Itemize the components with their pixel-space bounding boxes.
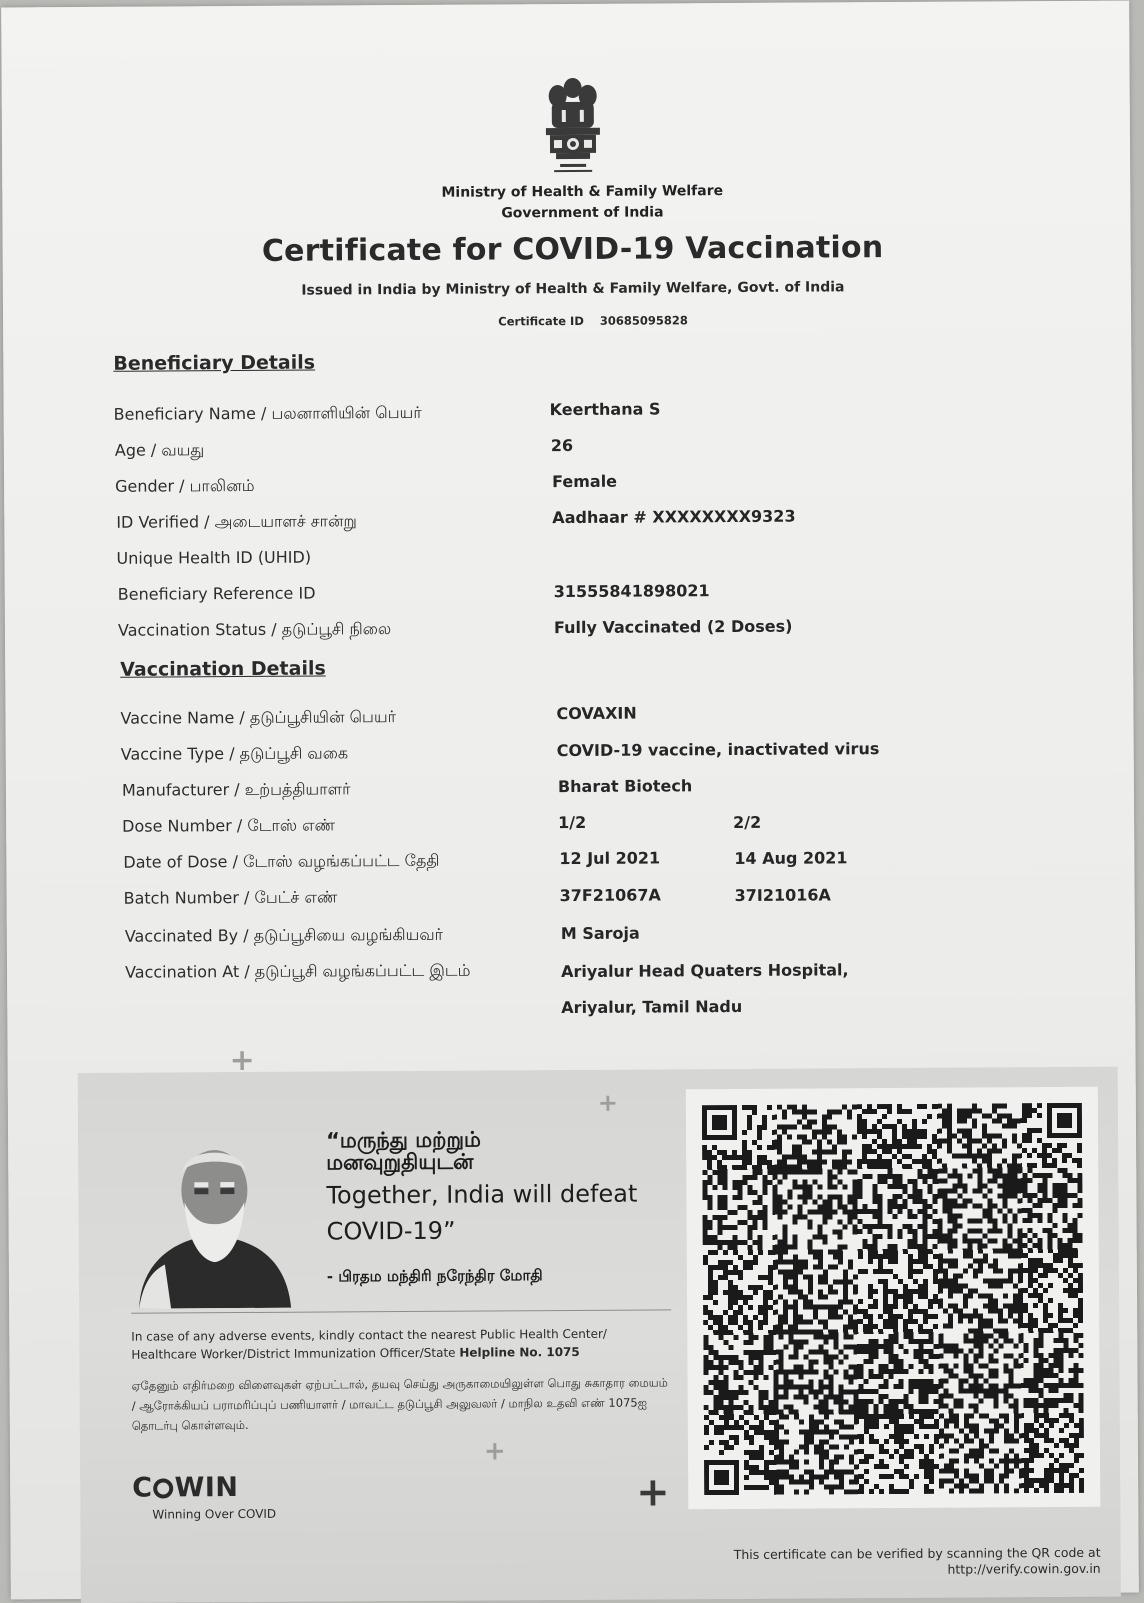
- certificate-sheet: [1, 1, 1139, 1600]
- certificate-title: Certificate for COVID-19 Vaccination: [261, 230, 884, 269]
- id-verified-label: ID Verified / அடையாளச் சான்று: [116, 511, 357, 532]
- beneficiary-name-label: Beneficiary Name / பலனாளியின் பெயர்: [113, 402, 422, 424]
- prime-minister-portrait: [130, 1132, 297, 1309]
- uhid-label: Unique Health ID (UHID): [116, 547, 312, 568]
- dose-number-1: 1/2: [558, 812, 587, 833]
- qr-finder-pattern: [714, 1470, 729, 1485]
- gender-value: Female: [551, 471, 618, 492]
- dose-number-2: 2/2: [733, 812, 762, 833]
- batch-number-label: Batch Number / பேட்ச் எண்: [123, 887, 338, 908]
- beneficiary-reference-label: Beneficiary Reference ID: [117, 583, 316, 604]
- qr-code-panel: [686, 1087, 1101, 1510]
- cowin-banner: [78, 1042, 1121, 1603]
- ministry-name: Ministry of Health & Family Welfare: [441, 183, 724, 201]
- age-value: 26: [550, 435, 574, 456]
- age-label: Age / வயது: [114, 440, 205, 460]
- vaccination-status-value: Fully Vaccinated (2 Doses): [553, 616, 793, 638]
- certificate-id-line: [453, 313, 733, 329]
- adverse-events-text: In case of any adverse events, kindly contact the nearest Public Health Center/ Healthcare Worker/District Immunization Officer/State: [131, 1326, 607, 1362]
- helpline-number: Helpline No. 1075: [459, 1344, 580, 1360]
- vaccinated-at-label: Vaccination At / தடுப்பூசி வழங்கப்பட்ட இடம்: [124, 960, 471, 982]
- vaccinated-by-value: M Saroja: [560, 923, 640, 944]
- vaccination-details-heading: Vaccination Details: [120, 657, 326, 681]
- vaccination-status-label: Vaccination Status / தடுப்பூசி நிலை: [117, 619, 392, 640]
- vaccinated-at-line1: Ariyalur Head Quaters Hospital,: [560, 960, 849, 982]
- issued-by: Issued in India by Ministry of Health & Family Welfare, Govt. of India: [301, 279, 845, 299]
- vaccinated-at-line2: Ariyalur, Tamil Nadu: [561, 996, 743, 1018]
- qr-finder-pattern: [712, 1115, 727, 1130]
- cowin-logo-c: C: [132, 1472, 153, 1504]
- cowin-logo-ring-icon: [153, 1478, 173, 1498]
- verification-text: This certificate can be verified by scanning the QR code at: [733, 1544, 1101, 1563]
- beneficiary-name-value: Keerthana S: [549, 399, 661, 420]
- manufacturer-value: Bharat Biotech: [557, 776, 693, 797]
- divider: [131, 1309, 671, 1313]
- vaccine-type-value: COVID-19 vaccine, inactivated virus: [556, 739, 880, 761]
- plus-decoration-icon: +: [229, 1042, 255, 1079]
- gender-label: Gender / பாலினம்: [115, 475, 255, 496]
- plus-decoration-icon: +: [597, 1088, 619, 1117]
- plus-decoration-icon: +: [483, 1436, 506, 1467]
- verification-url[interactable]: http://verify.cowin.gov.in: [947, 1560, 1101, 1577]
- manufacturer-label: Manufacturer / உற்பத்தியாளர்: [121, 779, 351, 800]
- vaccine-name-label: Vaccine Name / தடுப்பூசியின் பெயர்: [120, 707, 397, 728]
- dose-date-2: 14 Aug 2021: [734, 848, 848, 868]
- cowin-tagline: Winning Over COVID: [152, 1506, 277, 1522]
- ashoka-emblem-icon: [540, 74, 607, 184]
- verification-qr-code: [702, 1103, 1084, 1495]
- quote-tamil: “மருந்து மற்றும் மனவுறுதியுடன்: [326, 1127, 481, 1175]
- vaccine-type-label: Vaccine Type / தடுப்பூசி வகை: [120, 743, 349, 764]
- quote-english: Together, India will defeat COVID-19”: [326, 1179, 638, 1246]
- beneficiary-details-heading: Beneficiary Details: [113, 351, 316, 375]
- certificate-id-value: 30685095828: [599, 313, 688, 328]
- quote-attribution: - பிரதம மந்திரி நரேந்திர மோதி: [326, 1266, 543, 1286]
- certificate-id-label: Certificate ID: [498, 313, 584, 329]
- dose-date-1: 12 Jul 2021: [559, 848, 661, 869]
- date-of-dose-label: Date of Dose / டோஸ் வழங்கப்பட்ட தேதி: [123, 850, 440, 872]
- beneficiary-reference-value: 31555841898021: [553, 581, 710, 602]
- government-name: Government of India: [501, 204, 664, 222]
- plus-decoration-icon: +: [636, 1469, 670, 1516]
- ministry-header: [362, 181, 802, 226]
- id-verified-value: Aadhaar # XXXXXXXX9323: [552, 506, 796, 528]
- cowin-logo: [132, 1472, 238, 1504]
- qr-finder-pattern: [1057, 1113, 1072, 1128]
- verification-note: [701, 1545, 1101, 1579]
- dose-number-label: Dose Number / டோஸ் எண்: [122, 815, 335, 836]
- adverse-events-tamil: ஏதேனும் எதிர்மறை விளைவுகள் ஏற்பட்டால், தயவு செய்து அருகாமையிலுள்ள பொது சுகாதார மையம் / ஆரோக்கியப் பராமரிப்புப் பணியாளர் / மாவட்ட தடுப்பூசி அலுவலர் / மாநில உதவி எண் 1075ஐ தொடர்பு கொள்ளவும்.: [131, 1375, 668, 1433]
- batch-number-2: 37I21016A: [734, 885, 831, 905]
- vaccinated-by-label: Vaccinated By / தடுப்பூசியை வழங்கியவர்: [124, 924, 444, 946]
- vaccine-name-value: COVAXIN: [556, 703, 637, 724]
- cowin-logo-win: WIN: [174, 1472, 239, 1504]
- batch-number-1: 37F21067A: [559, 885, 661, 906]
- adverse-events-english: [131, 1324, 671, 1363]
